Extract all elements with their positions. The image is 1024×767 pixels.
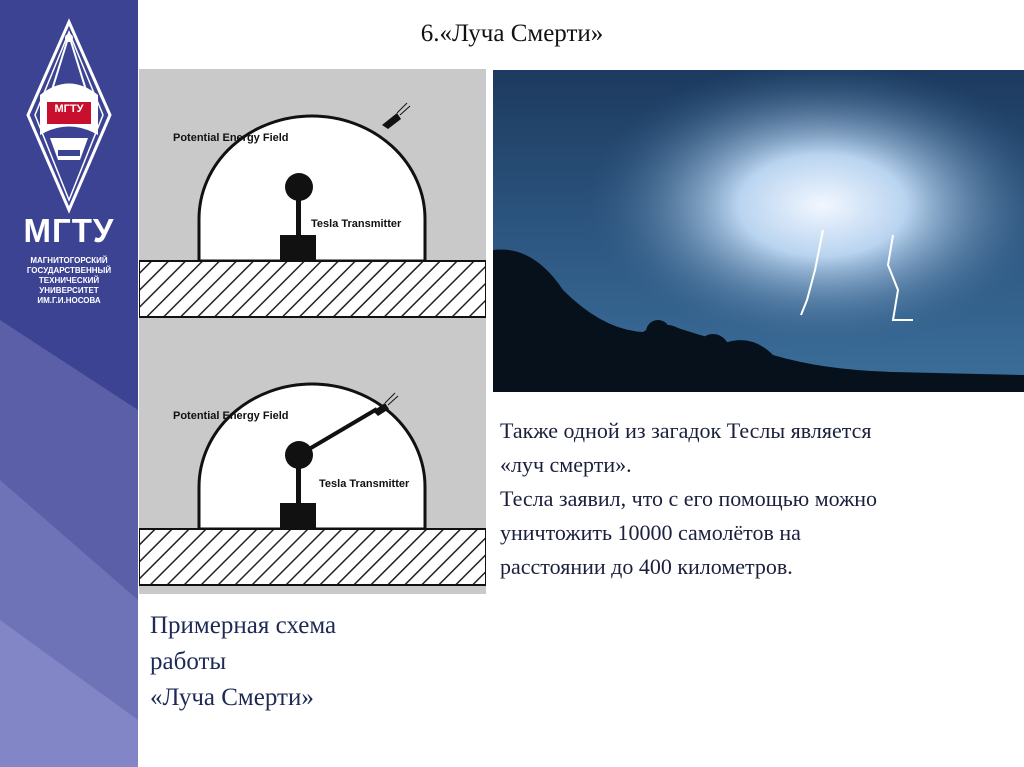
university-name-line: МАГНИТОГОРСКИЙ <box>30 256 108 265</box>
description-line: Тесла заявил, что с его помощью можно <box>500 486 878 511</box>
description-line: Также одной из загадок Теслы является <box>500 418 872 443</box>
tesla-diagram <box>139 69 486 594</box>
sidebar-background <box>0 0 138 767</box>
university-name-line: УНИВЕРСИТЕТ <box>39 286 99 295</box>
caption-line: работы <box>150 648 227 675</box>
diagram-bottom-panel <box>139 384 486 585</box>
caption-line: «Луча Смерти» <box>150 684 314 711</box>
diagram-caption <box>150 608 480 716</box>
lightning-photo <box>493 70 1024 392</box>
university-name-line: ТЕХНИЧЕСКИЙ <box>38 276 100 285</box>
emblem-text: МГТУ <box>54 103 84 115</box>
slide-title: 6.«Луча Смерти» <box>420 20 604 47</box>
description-line: расстоянии до 400 километров. <box>500 554 793 579</box>
description-text <box>500 414 1000 584</box>
diagram-bottom-field-label: Potential Energy Field <box>173 410 289 422</box>
lightning-image <box>493 70 1024 392</box>
sidebar <box>0 0 138 767</box>
caption-line: Примерная схема <box>150 612 337 639</box>
diagram-top-field-label: Potential Energy Field <box>173 132 289 144</box>
description-line: уничтожить 10000 самолётов на <box>500 520 801 545</box>
university-name-line: ИМ.Г.И.НОСОВА <box>37 296 101 305</box>
university-abbreviation: МГТУ <box>23 212 115 249</box>
diagram-bottom-transmitter-label: Tesla Transmitter <box>319 478 410 490</box>
university-name-line: ГОСУДАРСТВЕННЫЙ <box>26 266 112 275</box>
diagram-top-panel <box>139 103 486 317</box>
diagram-drawing <box>139 69 486 594</box>
description-line: «луч смерти». <box>500 452 632 477</box>
diagram-top-transmitter-label: Tesla Transmitter <box>311 218 402 230</box>
